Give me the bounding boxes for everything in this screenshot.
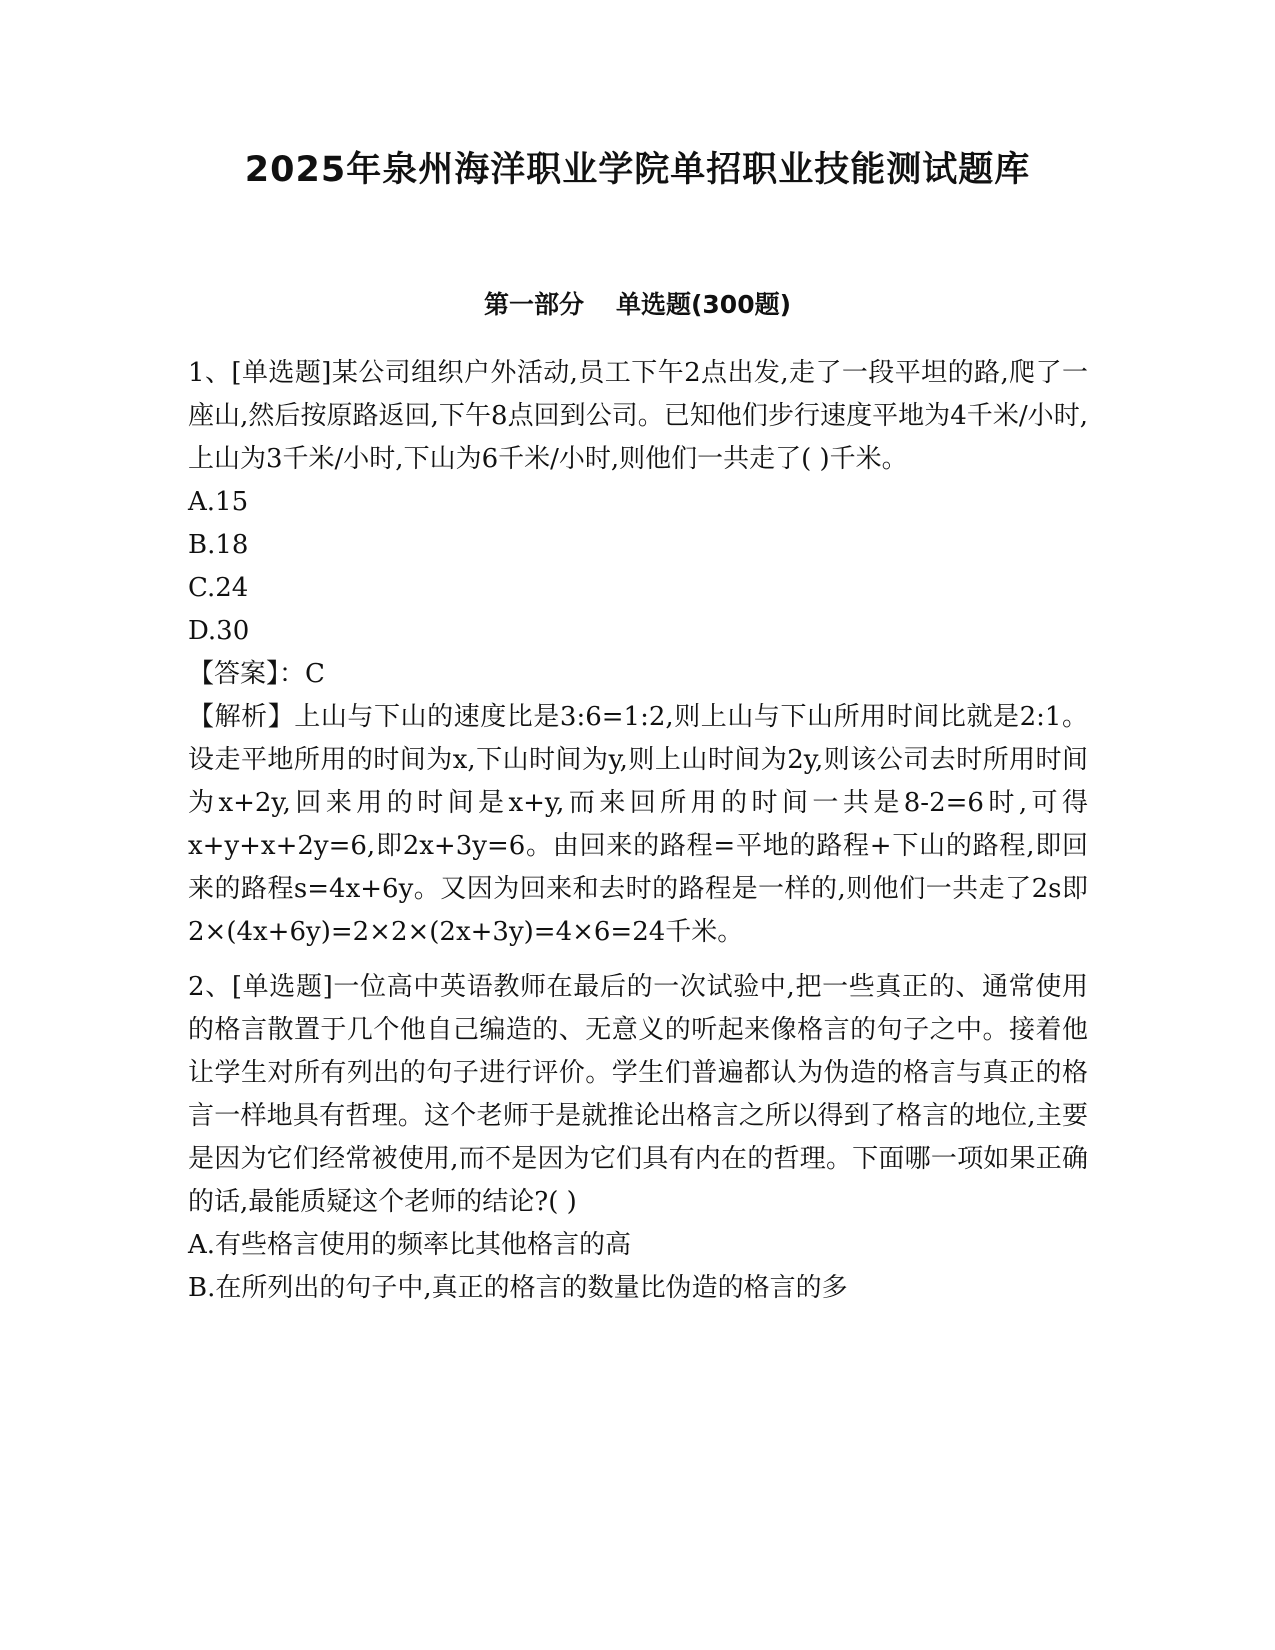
option-c: C.24: [188, 573, 249, 603]
option-b: B.在所列出的句子中,真正的格言的数量比伪造的格言的多: [188, 1273, 848, 1303]
option-a: A.有些格言使用的频率比其他格言的高: [188, 1230, 632, 1260]
document-title: 2025年泉州海洋职业学院单招职业技能测试题库: [244, 150, 1031, 190]
question-2: [188, 966, 1088, 1310]
section-name: 单选题(300题): [615, 290, 792, 319]
question-list: [188, 352, 1088, 1310]
question-1: [188, 352, 1088, 954]
answer-line: [188, 653, 1088, 696]
section-part: 第一部分: [483, 290, 584, 319]
answer-label: 【答案】: [188, 659, 280, 689]
explanation: [188, 696, 1088, 954]
question-stem: 2、[单选题]一位高中英语教师在最后的一次试验中,把一些真正的、通常使用的格言散置于几个他自己编造的、无意义的听起来像格言的句子之中。接着他让学生对所有列出的句子进行评价。学生们普遍都认为伪造的格言与真正的格言一样地具有哲理。这个老师于是就推论出格言之所以得到了格言的地位,主要是因为它们经常被使用,而不是因为它们具有内在的哲理。下面哪一项如果正确的话,最能质疑这个老师的结论?( ): [188, 972, 1088, 1217]
explanation-label: 【解析】: [188, 702, 295, 732]
option-b: B.18: [188, 530, 249, 560]
section-title: [0, 288, 1275, 322]
option-d: D.30: [188, 616, 250, 646]
explanation-text: 上山与下山的速度比是3:6=1:2,则上山与下山所用时间比就是2:1。设走平地所用的时间为x,下山时间为y,则上山时间为2y,则该公司去时所用时间为x+2y,回来用的时间是x+y,而来回所用的时间一共是8-2=6时,可得x+y+x+2y=6,即2x+3y=6。由回来的路程=平地的路程+下山的路程,即回来的路程s=4x+6y。又因为回来和去时的路程是一样的,则他们一共走了2s即2×(4x+6y)=2×2×(2x+3y)=4×6=24千米。: [188, 702, 1088, 947]
option-a: A.15: [188, 487, 249, 517]
question-stem: 1、[单选题]某公司组织户外活动,员工下午2点出发,走了一段平坦的路,爬了一座山,然后按原路返回,下午8点回到公司。已知他们步行速度平地为4千米/小时,上山为3千米/小时,下山为6千米/小时,则他们一共走了( )千米。: [188, 358, 1088, 474]
answer-value: ：C: [279, 659, 325, 689]
